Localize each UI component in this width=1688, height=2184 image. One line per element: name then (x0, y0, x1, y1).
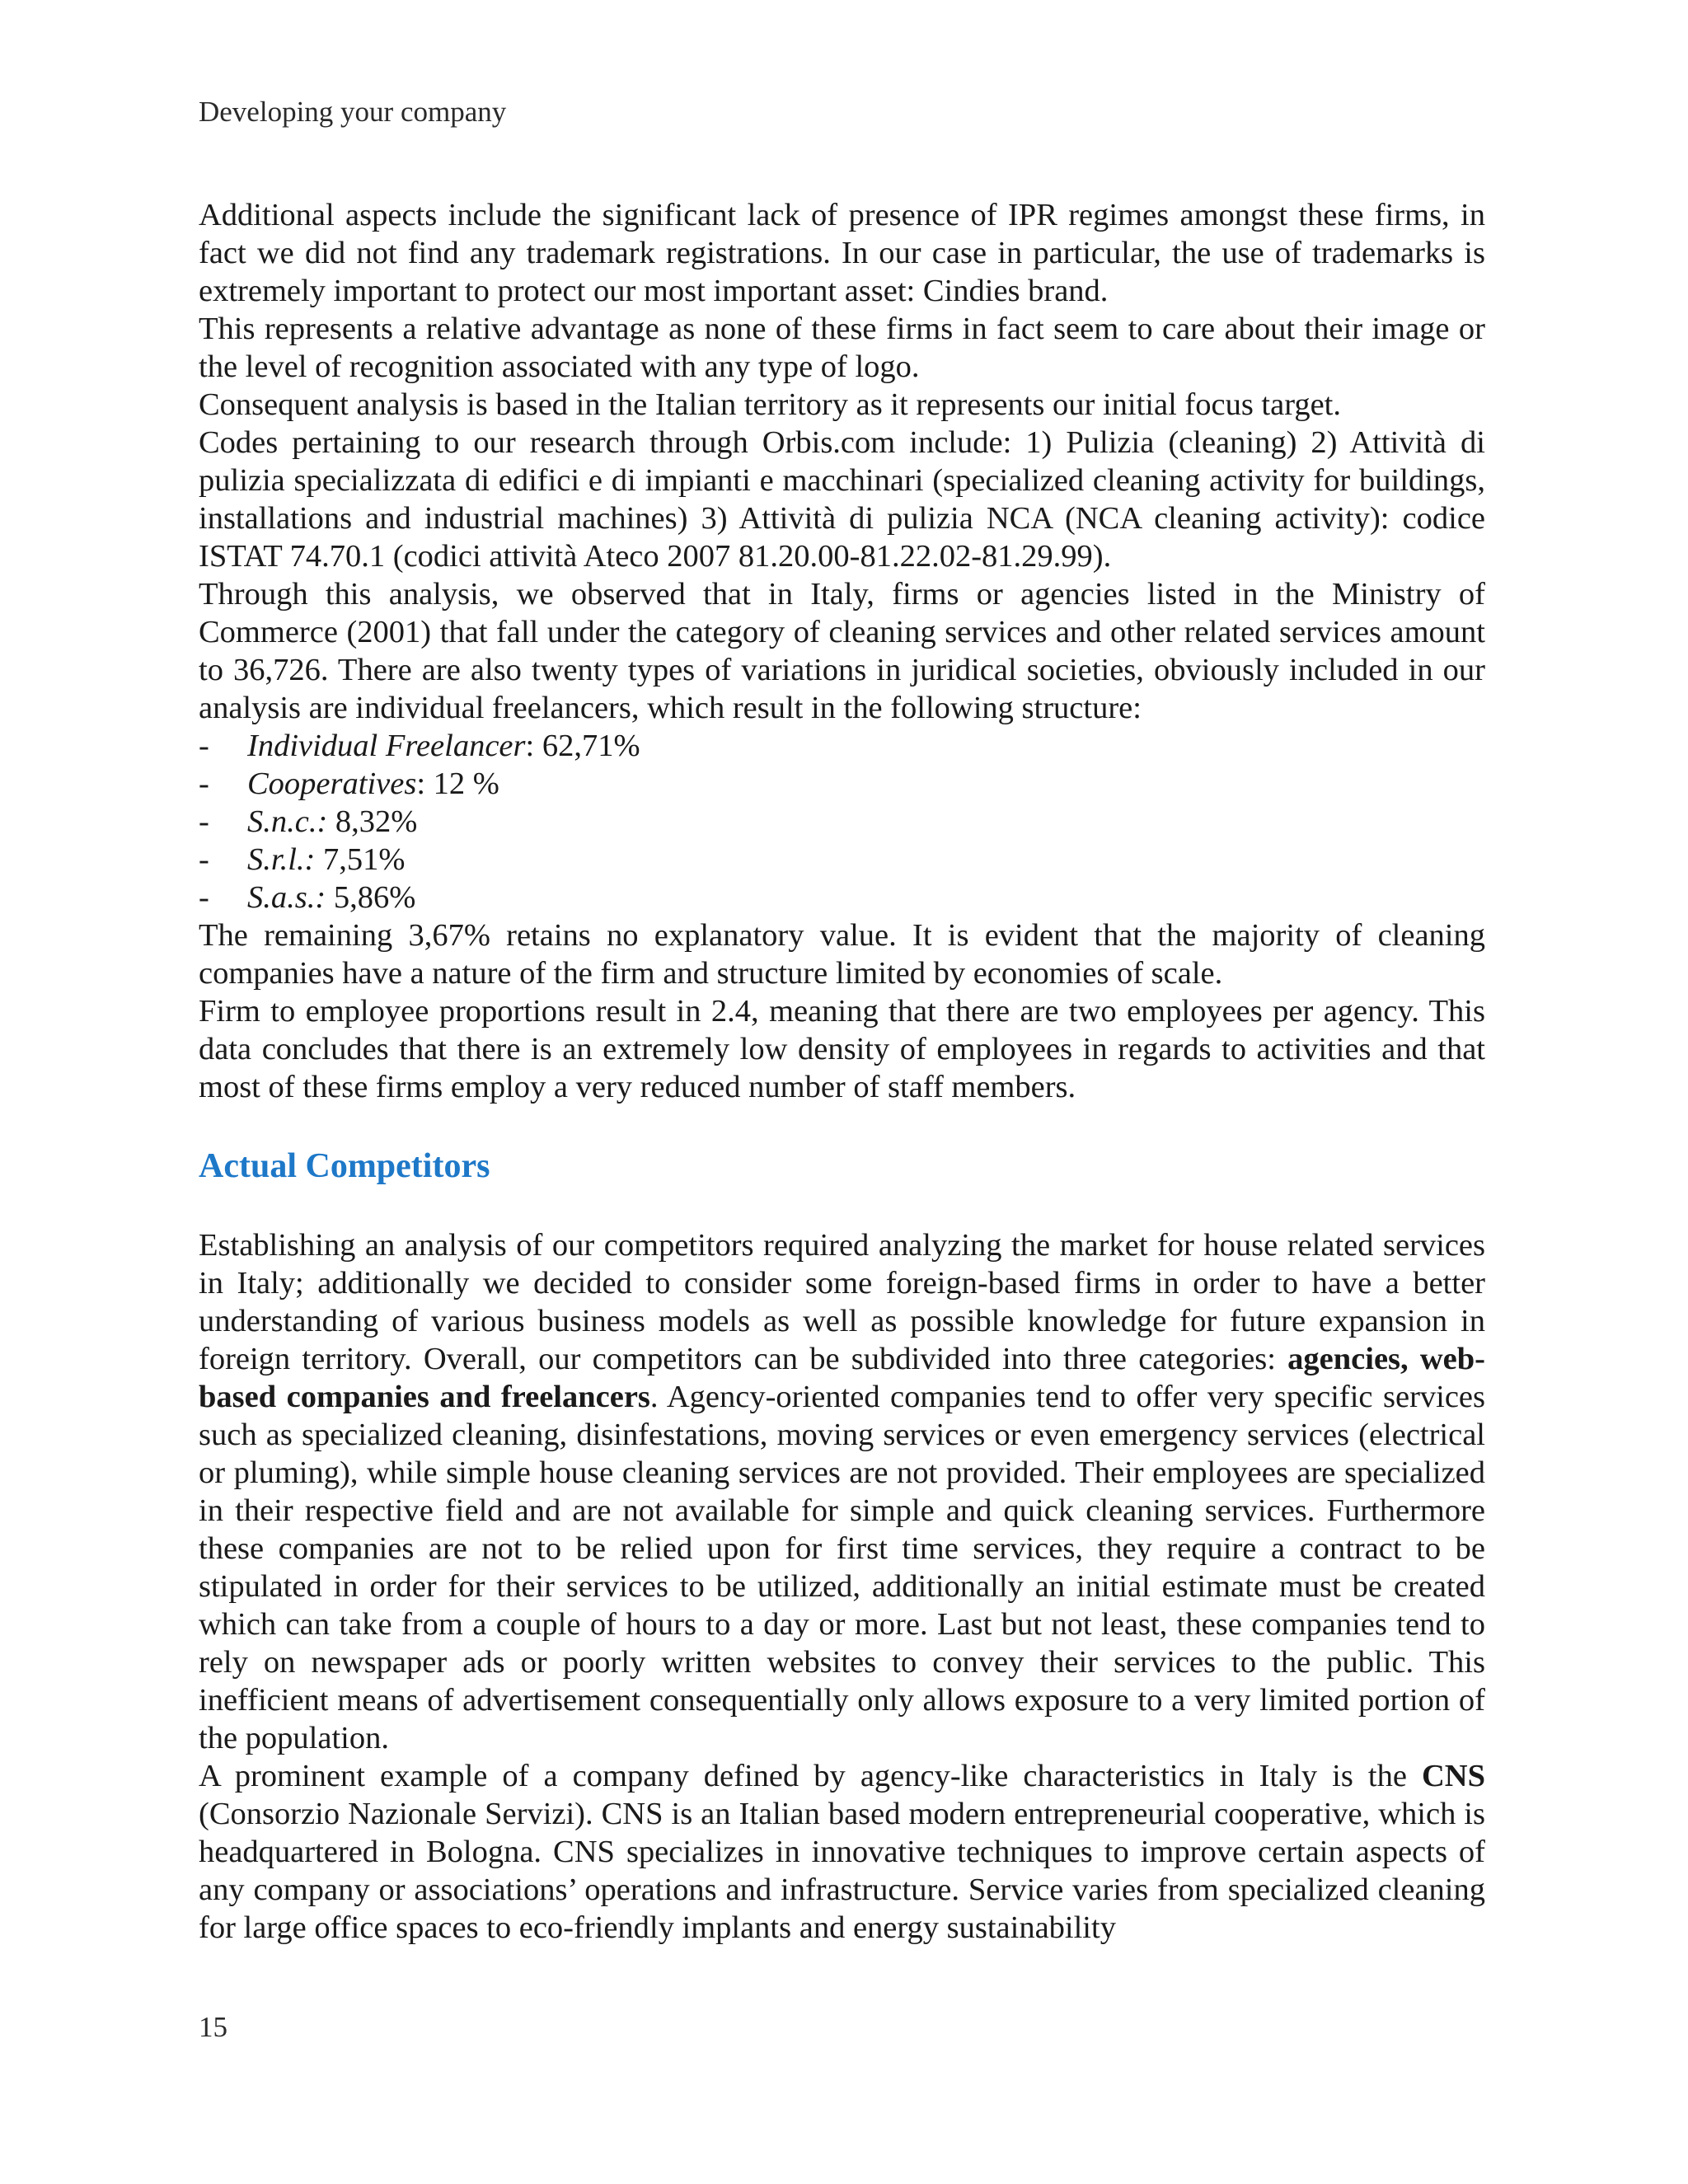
list-item-label: S.a.s.: (247, 880, 326, 915)
page-number: 15 (199, 2011, 227, 2043)
list-item-label: Individual Freelancer (247, 729, 526, 763)
company-structure-list (199, 727, 1485, 916)
list-item: - Individual Freelancer: 62,71% (199, 729, 640, 763)
page-body (199, 196, 1485, 1947)
list-item-label: S.r.l.: (247, 842, 316, 877)
paragraph-employee-ratio: Firm to employee proportions result in 2.4, meaning that there are two employees per agency. This data concludes that there is an extremely low density of employees in regards to activities and that most of these firms employ a very reduced number of staff members. (199, 994, 1485, 1104)
list-item: - S.r.l.: 7,51% (199, 842, 406, 877)
paragraph-ministry-analysis: Through this analysis, we observed that in Italy, firms or agencies listed in the Ministry of Commerce (2001) that fall under the category of cleaning services and other related services amount to 36,726. There are also twenty types of variations in juridical societies, obviously included in our analysis are individual freelancers, which result in the following structure: (199, 577, 1485, 725)
list-item-value: 5,86% (333, 880, 416, 915)
list-item-value: 62,71% (542, 729, 640, 763)
list-item-value: 8,32% (335, 804, 418, 839)
list-item-value: 12 % (433, 766, 499, 801)
cns-name: CNS (1421, 1759, 1485, 1793)
list-item: - Cooperatives: 12 % (199, 766, 499, 801)
list-item-value: 7,51% (322, 842, 406, 877)
paragraph-ipr: Additional aspects include the significant lack of presence of IPR regimes amongst these firms, in fact we did not find any trademark registrations. In our case in particular, the use of trademarks is extremely important to protect our most important asset: Cindies brand. (199, 198, 1485, 308)
paragraph-orbis-codes: Codes pertaining to our research through Orbis.com include: 1) Pulizia (cleaning) 2) Attività di pulizia specializzata di edifici e di impianti e macchinari (specialized cleaning activity for buildings, installations and industrial machines) 3) Attività di pulizia NCA (NCA cleaning activity): codice ISTAT 74.70.1 (codici attività Ateco 2007 81.20.00-81.22.02-81.29.99). (199, 425, 1485, 574)
running-header: Developing your company (199, 96, 507, 128)
paragraph-italian-territory: Consequent analysis is based in the Italian territory as it represents our initial focus target. (199, 387, 1341, 422)
list-item: - S.a.s.: 5,86% (199, 880, 416, 915)
paragraph-competitors: Establishing an analysis of our competitors required analyzing the market for house related services in Italy; additionally we decided to consider some foreign-based firms in order to have a better understanding of various business models as well as possible knowledge for future expansion in foreign territory. Overall, our competitors can be subdivided into three categories: agencies, web-based companies and freelancers. Agency-oriented companies tend to offer very specific services such as specialized cleaning, disinfestations, moving services or even emergency services (electrical or pluming), while simple house cleaning services are not provided. Their employees are specialized in their respective field and are not available for simple and quick cleaning services. Furthermore these companies are not to be relied upon for first time services, they require a contract to be stipulated in order for their services to be utilized, additionally an initial estimate must be created which can take from a couple of hours to a day or more. Last but not least, these companies tend to rely on newspaper ads or poorly written websites to convey their services to the public. This inefficient means of advertisement consequentially only allows exposure to a very limited portion of the population. (199, 1228, 1485, 1755)
list-item-label: S.n.c.: (247, 804, 328, 839)
paragraph-cns: A prominent example of a company defined by agency-like characteristics in Italy is the CNS (Consorzio Nazionale Servizi). CNS is an Italian based modern entrepreneurial cooperative, which is headquartered in Bologna. CNS specializes in innovative techniques to improve certain aspects of any company or associations’ operations and infrastructure. Service varies from specialized cleaning for large office spaces to eco-friendly implants and energy sustainability (199, 1759, 1485, 1945)
section-heading: Actual Competitors (199, 1147, 490, 1185)
list-item-label: Cooperatives (247, 766, 417, 801)
paragraph-remaining: The remaining 3,67% retains no explanatory value. It is evident that the majority of cleaning companies have a nature of the firm and structure limited by economies of scale. (199, 918, 1485, 991)
competitor-categories: agencies, web-based companies and freelancers (199, 1342, 1485, 1414)
paragraph-advantage: This represents a relative advantage as none of these firms in fact seem to care about their image or the level of recognition associated with any type of logo. (199, 312, 1485, 384)
list-item: - S.n.c.: 8,32% (199, 804, 418, 839)
